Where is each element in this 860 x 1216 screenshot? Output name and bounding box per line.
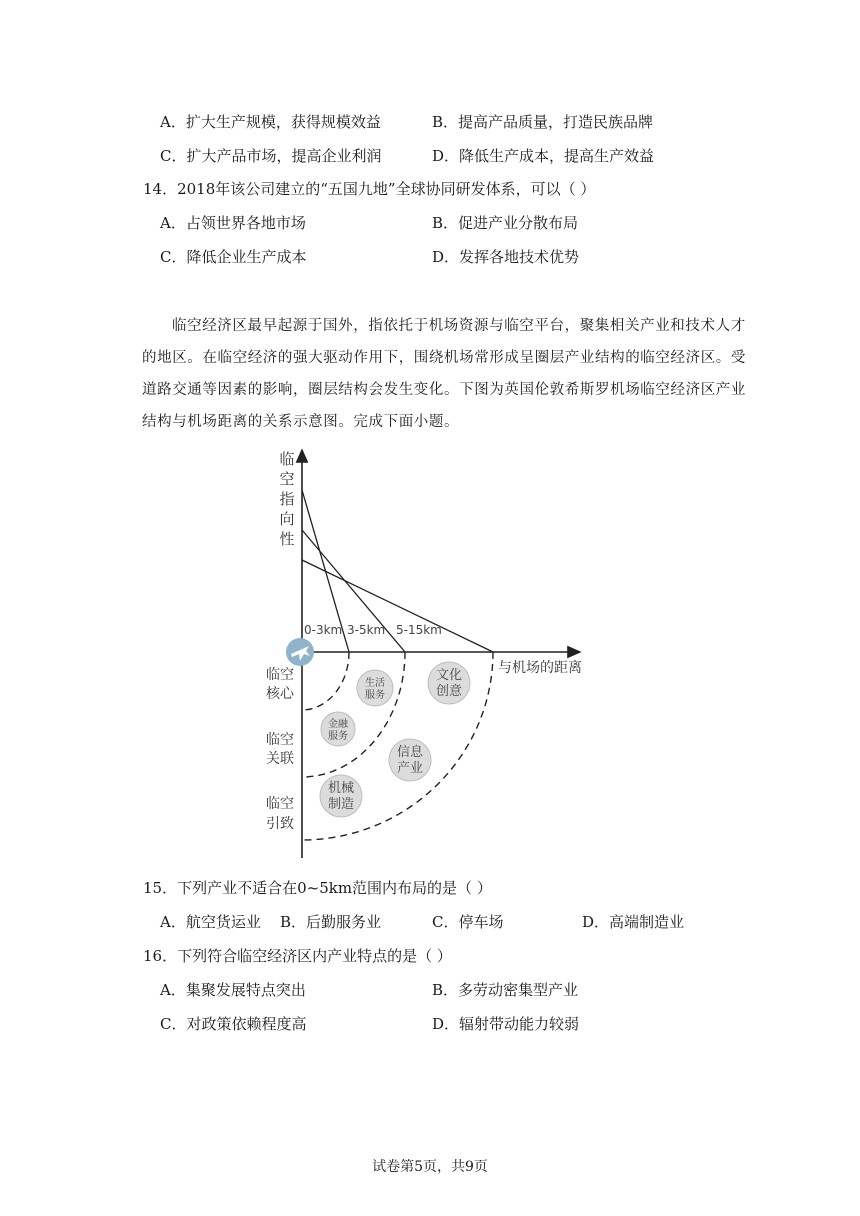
q14-option-b: B．促进产业分散布局 bbox=[432, 214, 579, 232]
finance-text-1: 金融 bbox=[328, 719, 348, 730]
q14-option-d: D．发挥各地技术优势 bbox=[432, 248, 580, 266]
q15-stem: 15．下列产业不适合在0~5km范围内布局的是（ ） bbox=[143, 879, 492, 897]
q15-option-c: C．停车场 bbox=[432, 913, 504, 931]
q14-stem: 14．2018年该公司建立的“五国九地”全球协同研发体系，可以（ ） bbox=[143, 180, 596, 198]
zone-core-label-1: 临空 bbox=[266, 667, 294, 683]
industry-structure-diagram bbox=[0, 440, 860, 880]
life-service-bubble bbox=[357, 670, 393, 706]
q13-option-d: D．降低生产成本，提高生产效益 bbox=[432, 147, 655, 165]
passage-text: 临空经济区最早起源于国外，指依托于机场资源与临空平台，聚集相关产业和技术人才的地区。在临空经济的强大驱动作用下，围绕机场常形成呈圈层产业结构的临空经济区。受道路交通等因素的影响，圈层结构会发生变化。下图为英国伦敦希斯罗机场临空经济区产业结构与机场距离的关系示意图。完成下面小题。 bbox=[142, 318, 746, 430]
airplane-icon bbox=[286, 638, 314, 666]
y-axis-label-3: 指 bbox=[279, 490, 295, 508]
q16-option-a: A．集聚发展特点突出 bbox=[160, 981, 306, 999]
machinery-bubble bbox=[320, 775, 362, 817]
finance-text-2: 服务 bbox=[328, 731, 348, 742]
q15-option-a: A．航空货运业 bbox=[160, 913, 261, 931]
zone-core-label-2: 核心 bbox=[266, 686, 294, 702]
zone-related-label-2: 关联 bbox=[266, 751, 294, 767]
q15-option-b: B．后勤服务业 bbox=[280, 913, 382, 931]
q16-option-b: B．多劳动密集型产业 bbox=[432, 981, 579, 999]
finance-bubble bbox=[321, 712, 355, 746]
q15-option-d: D．高端制造业 bbox=[582, 913, 685, 931]
information-bubble bbox=[389, 739, 431, 781]
information-text-2: 产业 bbox=[396, 761, 424, 776]
life-service-text-2: 服务 bbox=[365, 690, 385, 701]
q14-option-c: C．降低企业生产成本 bbox=[160, 248, 307, 266]
x-axis-label: 与机场的距离 bbox=[498, 660, 582, 676]
q16-option-c: C．对政策依赖程度高 bbox=[160, 1015, 307, 1033]
range-label-3-5km: 3-5km bbox=[347, 623, 386, 637]
q13-option-c: C．扩大产品市场，提高企业利润 bbox=[160, 147, 382, 165]
zone-related-label-1: 临空 bbox=[266, 732, 294, 748]
culture-text-1: 文化 bbox=[435, 668, 463, 683]
q13-option-b: B．提高产品质量，打造民族品牌 bbox=[432, 113, 654, 131]
q16-option-d: D．辐射带动能力较弱 bbox=[432, 1015, 580, 1033]
range-label-0-3km: 0-3km bbox=[304, 623, 343, 637]
y-axis-label-1: 临 bbox=[279, 450, 295, 468]
zone-induced-label-1: 临空 bbox=[266, 796, 294, 812]
page-footer: 试卷第5页，共9页 bbox=[372, 1159, 488, 1175]
information-text-1: 信息 bbox=[396, 745, 424, 760]
culture-text-2: 创意 bbox=[435, 684, 463, 699]
machinery-text-1: 机械 bbox=[327, 781, 355, 796]
induced-decline-line bbox=[302, 560, 493, 652]
y-axis-label-5: 性 bbox=[279, 530, 295, 548]
range-label-5-15km: 5-15km bbox=[396, 623, 442, 637]
zone-induced-label-2: 引致 bbox=[266, 816, 294, 832]
q14-option-a: A．占领世界各地市场 bbox=[160, 214, 306, 232]
q13-option-a: A．扩大生产规模，获得规模效益 bbox=[160, 113, 381, 131]
q16-stem: 16．下列符合临空经济区内产业特点的是（ ） bbox=[143, 947, 452, 965]
machinery-text-2: 制造 bbox=[327, 797, 355, 812]
y-axis-label-4: 向 bbox=[279, 510, 295, 528]
y-axis-label-2: 空 bbox=[279, 470, 295, 488]
culture-bubble bbox=[428, 662, 470, 704]
life-service-text-1: 生活 bbox=[365, 678, 385, 689]
